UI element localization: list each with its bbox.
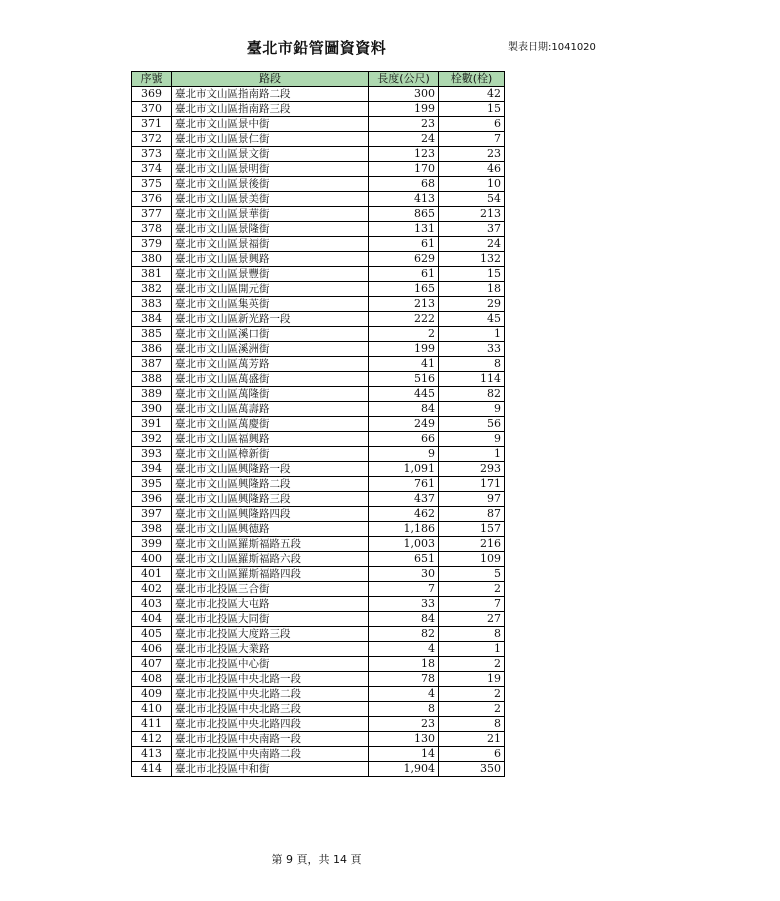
cell-road: 臺北市北投區中央北路四段 <box>172 717 369 732</box>
cell-count: 18 <box>439 282 505 297</box>
cell-seq: 376 <box>132 192 172 207</box>
cell-length: 213 <box>369 297 439 312</box>
cell-road: 臺北市北投區大度路三段 <box>172 627 369 642</box>
table-row <box>132 402 505 417</box>
cell-seq: 386 <box>132 342 172 357</box>
cell-seq: 374 <box>132 162 172 177</box>
cell-seq: 379 <box>132 237 172 252</box>
cell-length: 222 <box>369 312 439 327</box>
cell-length: 445 <box>369 387 439 402</box>
cell-road: 臺北市文山區指南路二段 <box>172 87 369 102</box>
cell-seq: 371 <box>132 117 172 132</box>
cell-road: 臺北市文山區景興路 <box>172 252 369 267</box>
cell-length: 41 <box>369 357 439 372</box>
cell-road: 臺北市北投區中央北路一段 <box>172 672 369 687</box>
cell-road: 臺北市文山區景華街 <box>172 207 369 222</box>
cell-count: 5 <box>439 567 505 582</box>
cell-length: 24 <box>369 132 439 147</box>
cell-seq: 380 <box>132 252 172 267</box>
cell-count: 114 <box>439 372 505 387</box>
cell-count: 37 <box>439 222 505 237</box>
cell-road: 臺北市文山區景中街 <box>172 117 369 132</box>
cell-road: 臺北市文山區集英街 <box>172 297 369 312</box>
cell-count: 132 <box>439 252 505 267</box>
cell-count: 8 <box>439 627 505 642</box>
table-row <box>132 762 505 777</box>
cell-seq: 399 <box>132 537 172 552</box>
table-row <box>132 612 505 627</box>
cell-road: 臺北市北投區大屯路 <box>172 597 369 612</box>
table-row <box>132 252 505 267</box>
cell-count: 6 <box>439 117 505 132</box>
table-row <box>132 387 505 402</box>
cell-seq: 382 <box>132 282 172 297</box>
table-row <box>132 372 505 387</box>
table-row <box>132 657 505 672</box>
cell-length: 61 <box>369 237 439 252</box>
cell-length: 4 <box>369 687 439 702</box>
cell-length: 84 <box>369 612 439 627</box>
cell-count: 97 <box>439 492 505 507</box>
cell-length: 68 <box>369 177 439 192</box>
cell-count: 29 <box>439 297 505 312</box>
cell-length: 761 <box>369 477 439 492</box>
cell-road: 臺北市北投區中央南路二段 <box>172 747 369 762</box>
table-row <box>132 237 505 252</box>
cell-length: 61 <box>369 267 439 282</box>
table-row <box>132 702 505 717</box>
cell-length: 14 <box>369 747 439 762</box>
cell-length: 9 <box>369 447 439 462</box>
cell-road: 臺北市北投區中和街 <box>172 762 369 777</box>
cell-road: 臺北市文山區景後街 <box>172 177 369 192</box>
table-row <box>132 672 505 687</box>
header-length: 長度(公尺) <box>369 72 439 87</box>
header-road: 路段 <box>172 72 369 87</box>
cell-length: 199 <box>369 342 439 357</box>
cell-road: 臺北市北投區中央北路二段 <box>172 687 369 702</box>
header-count: 栓數(栓) <box>439 72 505 87</box>
cell-seq: 392 <box>132 432 172 447</box>
cell-seq: 390 <box>132 402 172 417</box>
header-seq: 序號 <box>132 72 172 87</box>
table-row <box>132 687 505 702</box>
table-row <box>132 192 505 207</box>
cell-seq: 408 <box>132 672 172 687</box>
cell-road: 臺北市文山區萬壽路 <box>172 402 369 417</box>
cell-length: 7 <box>369 582 439 597</box>
cell-length: 66 <box>369 432 439 447</box>
cell-seq: 404 <box>132 612 172 627</box>
cell-seq: 409 <box>132 687 172 702</box>
cell-count: 350 <box>439 762 505 777</box>
cell-seq: 405 <box>132 627 172 642</box>
cell-seq: 397 <box>132 507 172 522</box>
cell-seq: 369 <box>132 87 172 102</box>
cell-count: 42 <box>439 87 505 102</box>
cell-seq: 406 <box>132 642 172 657</box>
cell-seq: 410 <box>132 702 172 717</box>
table-row <box>132 207 505 222</box>
print-date <box>508 38 596 53</box>
cell-road: 臺北市文山區興隆路三段 <box>172 492 369 507</box>
cell-road: 臺北市文山區開元街 <box>172 282 369 297</box>
cell-seq: 400 <box>132 552 172 567</box>
cell-count: 2 <box>439 702 505 717</box>
cell-seq: 383 <box>132 297 172 312</box>
cell-length: 249 <box>369 417 439 432</box>
cell-length: 130 <box>369 732 439 747</box>
cell-seq: 378 <box>132 222 172 237</box>
cell-length: 131 <box>369 222 439 237</box>
cell-count: 33 <box>439 342 505 357</box>
cell-road: 臺北市文山區景美街 <box>172 192 369 207</box>
cell-count: 171 <box>439 477 505 492</box>
cell-seq: 393 <box>132 447 172 462</box>
table-row <box>132 282 505 297</box>
table-row <box>132 87 505 102</box>
cell-length: 651 <box>369 552 439 567</box>
cell-count: 2 <box>439 687 505 702</box>
cell-seq: 388 <box>132 372 172 387</box>
table-row <box>132 492 505 507</box>
cell-length: 170 <box>369 162 439 177</box>
cell-count: 1 <box>439 447 505 462</box>
cell-seq: 375 <box>132 177 172 192</box>
cell-length: 165 <box>369 282 439 297</box>
cell-road: 臺北市文山區景隆街 <box>172 222 369 237</box>
cell-seq: 403 <box>132 597 172 612</box>
table-row <box>132 552 505 567</box>
cell-road: 臺北市文山區溪口街 <box>172 327 369 342</box>
cell-seq: 402 <box>132 582 172 597</box>
cell-road: 臺北市文山區萬芳路 <box>172 357 369 372</box>
cell-length: 23 <box>369 717 439 732</box>
cell-count: 213 <box>439 207 505 222</box>
cell-length: 1,003 <box>369 537 439 552</box>
table-row <box>132 147 505 162</box>
cell-road: 臺北市文山區景仁街 <box>172 132 369 147</box>
cell-seq: 398 <box>132 522 172 537</box>
cell-road: 臺北市北投區大業路 <box>172 642 369 657</box>
cell-count: 7 <box>439 132 505 147</box>
table-row <box>132 222 505 237</box>
cell-seq: 387 <box>132 357 172 372</box>
cell-seq: 401 <box>132 567 172 582</box>
table-row <box>132 477 505 492</box>
table-row <box>132 522 505 537</box>
cell-count: 54 <box>439 192 505 207</box>
cell-length: 865 <box>369 207 439 222</box>
cell-road: 臺北市文山區景豐街 <box>172 267 369 282</box>
cell-count: 293 <box>439 462 505 477</box>
cell-road: 臺北市文山區興隆路四段 <box>172 507 369 522</box>
cell-count: 8 <box>439 357 505 372</box>
print-date-label: 製表日期: <box>508 42 552 53</box>
cell-seq: 373 <box>132 147 172 162</box>
cell-road: 臺北市文山區溪洲街 <box>172 342 369 357</box>
cell-count: 45 <box>439 312 505 327</box>
cell-count: 46 <box>439 162 505 177</box>
document-title: 臺北市鉛管圖資資料 <box>246 39 387 57</box>
table-row <box>132 507 505 522</box>
cell-length: 300 <box>369 87 439 102</box>
table-row <box>132 582 505 597</box>
table-row <box>132 627 505 642</box>
cell-road: 臺北市北投區中心街 <box>172 657 369 672</box>
cell-count: 21 <box>439 732 505 747</box>
cell-count: 15 <box>439 102 505 117</box>
cell-length: 23 <box>369 117 439 132</box>
cell-count: 109 <box>439 552 505 567</box>
cell-count: 24 <box>439 237 505 252</box>
cell-road: 臺北市文山區羅斯福路五段 <box>172 537 369 552</box>
cell-seq: 413 <box>132 747 172 762</box>
cell-count: 7 <box>439 597 505 612</box>
cell-length: 82 <box>369 627 439 642</box>
cell-road: 臺北市文山區興隆路一段 <box>172 462 369 477</box>
cell-count: 19 <box>439 672 505 687</box>
table-row <box>132 747 505 762</box>
table-row <box>132 462 505 477</box>
cell-length: 1,904 <box>369 762 439 777</box>
cell-count: 2 <box>439 582 505 597</box>
cell-count: 27 <box>439 612 505 627</box>
cell-seq: 381 <box>132 267 172 282</box>
table-row <box>132 132 505 147</box>
cell-road: 臺北市文山區羅斯福路六段 <box>172 552 369 567</box>
table-row <box>132 567 505 582</box>
page-footer: 第 9 頁，共 14 頁 <box>271 853 362 866</box>
cell-count: 216 <box>439 537 505 552</box>
cell-length: 199 <box>369 102 439 117</box>
cell-seq: 385 <box>132 327 172 342</box>
cell-count: 87 <box>439 507 505 522</box>
cell-count: 10 <box>439 177 505 192</box>
cell-road: 臺北市北投區三合街 <box>172 582 369 597</box>
cell-length: 1,091 <box>369 462 439 477</box>
cell-road: 臺北市北投區中央北路三段 <box>172 702 369 717</box>
cell-road: 臺北市文山區指南路三段 <box>172 102 369 117</box>
cell-count: 1 <box>439 642 505 657</box>
cell-length: 84 <box>369 402 439 417</box>
cell-seq: 414 <box>132 762 172 777</box>
cell-length: 4 <box>369 642 439 657</box>
table-row <box>132 447 505 462</box>
cell-length: 437 <box>369 492 439 507</box>
cell-count: 23 <box>439 147 505 162</box>
print-date-value: 1041020 <box>551 42 596 53</box>
cell-count: 1 <box>439 327 505 342</box>
table-row <box>132 312 505 327</box>
cell-road: 臺北市文山區樟新街 <box>172 447 369 462</box>
cell-road: 臺北市北投區大同街 <box>172 612 369 627</box>
table-header-row <box>132 72 505 87</box>
cell-count: 15 <box>439 267 505 282</box>
cell-road: 臺北市文山區萬慶街 <box>172 417 369 432</box>
cell-seq: 384 <box>132 312 172 327</box>
cell-seq: 395 <box>132 477 172 492</box>
cell-seq: 412 <box>132 732 172 747</box>
table-row <box>132 717 505 732</box>
table-row <box>132 597 505 612</box>
cell-length: 1,186 <box>369 522 439 537</box>
cell-count: 9 <box>439 402 505 417</box>
table-row <box>132 342 505 357</box>
cell-length: 629 <box>369 252 439 267</box>
cell-count: 9 <box>439 432 505 447</box>
cell-count: 157 <box>439 522 505 537</box>
cell-length: 516 <box>369 372 439 387</box>
cell-count: 56 <box>439 417 505 432</box>
cell-road: 臺北市文山區景福街 <box>172 237 369 252</box>
cell-road: 臺北市文山區新光路一段 <box>172 312 369 327</box>
cell-road: 臺北市文山區福興路 <box>172 432 369 447</box>
table-row <box>132 327 505 342</box>
table-body <box>132 87 505 777</box>
cell-seq: 372 <box>132 132 172 147</box>
cell-count: 2 <box>439 657 505 672</box>
table-row <box>132 432 505 447</box>
cell-road: 臺北市北投區中央南路一段 <box>172 732 369 747</box>
table-row <box>132 357 505 372</box>
cell-length: 462 <box>369 507 439 522</box>
cell-seq: 391 <box>132 417 172 432</box>
cell-seq: 394 <box>132 462 172 477</box>
cell-road: 臺北市文山區萬盛街 <box>172 372 369 387</box>
cell-length: 30 <box>369 567 439 582</box>
cell-seq: 389 <box>132 387 172 402</box>
table-row <box>132 732 505 747</box>
cell-road: 臺北市文山區景明街 <box>172 162 369 177</box>
lead-pipe-table <box>131 71 505 777</box>
table-row <box>132 642 505 657</box>
table-row <box>132 417 505 432</box>
cell-length: 2 <box>369 327 439 342</box>
table-row <box>132 267 505 282</box>
table-row <box>132 177 505 192</box>
cell-count: 8 <box>439 717 505 732</box>
cell-road: 臺北市文山區興德路 <box>172 522 369 537</box>
table-row <box>132 162 505 177</box>
cell-length: 18 <box>369 657 439 672</box>
table-row <box>132 297 505 312</box>
cell-count: 82 <box>439 387 505 402</box>
cell-length: 8 <box>369 702 439 717</box>
cell-length: 78 <box>369 672 439 687</box>
cell-seq: 396 <box>132 492 172 507</box>
cell-seq: 407 <box>132 657 172 672</box>
table-row <box>132 102 505 117</box>
cell-length: 413 <box>369 192 439 207</box>
cell-seq: 411 <box>132 717 172 732</box>
cell-road: 臺北市文山區羅斯福路四段 <box>172 567 369 582</box>
table-row <box>132 537 505 552</box>
cell-count: 6 <box>439 747 505 762</box>
cell-length: 33 <box>369 597 439 612</box>
cell-road: 臺北市文山區萬隆街 <box>172 387 369 402</box>
cell-road: 臺北市文山區景文街 <box>172 147 369 162</box>
table-row <box>132 117 505 132</box>
cell-length: 123 <box>369 147 439 162</box>
cell-seq: 370 <box>132 102 172 117</box>
cell-seq: 377 <box>132 207 172 222</box>
cell-road: 臺北市文山區興隆路二段 <box>172 477 369 492</box>
